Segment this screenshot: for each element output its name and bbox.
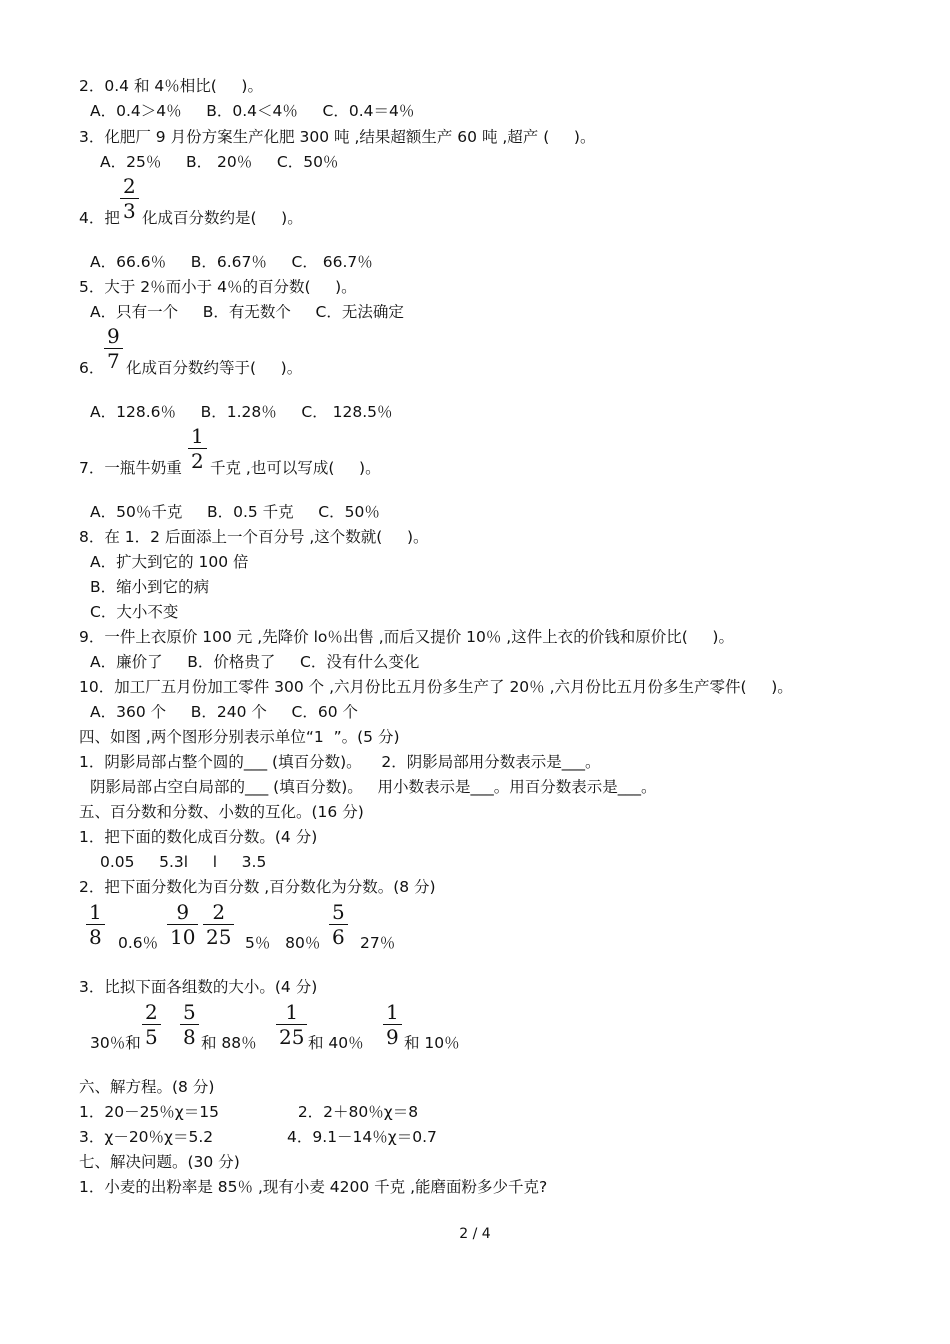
fraction-5-6 [329, 901, 348, 948]
fraction-2-5 [142, 1001, 161, 1048]
q4-fraction [120, 175, 139, 222]
denominator: 8 [183, 1025, 196, 1049]
numerator: 1 [386, 1000, 399, 1024]
s6-row-2: 3．χ－20％χ＝5.2 4．9.1－14％χ＝0.7 [79, 1128, 437, 1146]
fraction-2-25 [203, 901, 234, 948]
q6: 6． [79, 359, 105, 377]
numerator: 2 [212, 900, 226, 924]
q4-options: A．66.6％ B．6.67％ C． 66.7％ [90, 253, 373, 271]
s5-q1: 1．把下面的数化成百分数。(4 分) [79, 828, 318, 846]
section-6-heading: 六、解方程。(8 分) [79, 1078, 215, 1096]
numerator: 9 [176, 900, 190, 924]
denominator: 25 [206, 925, 232, 949]
section-7-heading: 七、解决问题。(30 分) [79, 1153, 240, 1171]
fraction-1-8 [86, 901, 105, 948]
q4: 4．把 [79, 209, 120, 227]
q4-text: 化成百分数约是( )。 [142, 209, 303, 227]
denominator: 3 [123, 199, 136, 223]
s5-q3-item-c: 和 40％ [308, 1034, 364, 1052]
s5-q2-item-b: 5％ 80％ [245, 934, 321, 952]
s5-q3-item-d: 和 10％ [404, 1034, 460, 1052]
fraction-9-10 [167, 901, 198, 948]
section-5-heading: 五、百分数和分数、小数的互化。(16 分) [79, 803, 364, 821]
q6-options: A．128.6％ B．1.28％ C． 128.5％ [90, 403, 393, 421]
numerator: 5 [332, 900, 345, 924]
q8-option-b: B．缩小到它的病 [90, 578, 210, 596]
denominator: 8 [89, 925, 102, 949]
fraction-1-25 [276, 1001, 307, 1048]
denominator: 7 [107, 349, 120, 373]
s5-q2: 2．把下面分数化为百分数 ,百分数化为分数。(8 分) [79, 878, 436, 896]
s4-line-2: 阴影局部占空白局部的___ (填百分数)。 用小数表示是___。用百分数表示是___。 [90, 778, 657, 796]
s6-row-1: 1．20－25％χ＝15 2．2＋80％χ＝8 [79, 1103, 419, 1121]
denominator: 5 [145, 1025, 158, 1049]
numerator: 5 [183, 1000, 196, 1024]
s5-q1-items: 0.05 5.3l l 3.5 [100, 853, 267, 871]
denominator: 6 [332, 925, 345, 949]
s5-q3-item-b: 和 88％ [201, 1034, 257, 1052]
q9: 9．一件上衣原价 100 元 ,先降价 lo％出售 ,而后又提价 10％ ,这件上衣的价钱和原价比( )。 [79, 628, 734, 646]
fraction-1-9 [383, 1001, 402, 1048]
q2-options: A．0.4＞4％ B．0.4＜4％ C．0.4＝4％ [90, 102, 415, 120]
q7-options: A．50％千克 B．0.5 千克 C．50％ [90, 503, 380, 521]
s5-q3: 3．比拟下面各组数的大小。(4 分) [79, 978, 318, 996]
s4-line-1: 1．阴影局部占整个圆的___ (填百分数)。 2．阴影局部用分数表示是___。 [79, 753, 601, 771]
section-4-heading: 四、如图 ,两个图形分别表示单位“1 ”。(5 分) [79, 728, 400, 746]
page-number: 2 / 4 [459, 1226, 491, 1242]
numerator: 1 [285, 1000, 299, 1024]
denominator: 9 [386, 1025, 399, 1049]
numerator: 2 [123, 174, 136, 198]
q10-options: A．360 个 B．240 个 C．60 个 [90, 703, 359, 721]
s5-q2-item-a: 0.6％ [118, 934, 159, 952]
s5-q3-item-a: 30％和 [90, 1034, 141, 1052]
q6-text: 化成百分数约等于( )。 [126, 359, 303, 377]
numerator: 1 [89, 900, 102, 924]
q8: 8．在 1．2 后面添上一个百分号 ,这个数就( )。 [79, 528, 429, 546]
denominator: 2 [191, 449, 204, 473]
denominator: 10 [170, 925, 196, 949]
q6-fraction [104, 325, 123, 372]
q5: 5．大于 2％而小于 4％的百分数( )。 [79, 278, 357, 296]
q10: 10．加工厂五月份加工零件 300 个 ,六月份比五月份多生产了 20％ ,六月份比五月份多生产零件( )。 [79, 678, 793, 696]
denominator: 25 [279, 1025, 305, 1049]
q7-text: 千克 ,也可以写成( )。 [210, 459, 381, 477]
numerator: 1 [191, 424, 204, 448]
q5-options: A．只有一个 B．有无数个 C．无法确定 [90, 303, 404, 321]
q2: 2．0.4 和 4％相比( )。 [79, 77, 263, 95]
q3-options: A．25％ B． 20％ C．50％ [100, 153, 339, 171]
q9-options: A．廉价了 B．价格贵了 C．没有什么变化 [90, 653, 420, 671]
s5-q2-item-c: 27％ [360, 934, 396, 952]
numerator: 2 [145, 1000, 158, 1024]
q7: 7．一瓶牛奶重 [79, 459, 182, 477]
q3: 3．化肥厂 9 月份方案生产化肥 300 吨 ,结果超额生产 60 吨 ,超产 ( )。 [79, 128, 596, 146]
q8-option-c: C．大小不变 [90, 603, 179, 621]
s7-q1: 1．小麦的出粉率是 85％ ,现有小麦 4200 千克 ,能磨面粉多少千克? [79, 1178, 548, 1196]
fraction-5-8 [180, 1001, 199, 1048]
q7-fraction [188, 425, 207, 472]
q8-option-a: A．扩大到它的 100 倍 [90, 553, 249, 571]
numerator: 9 [107, 324, 120, 348]
